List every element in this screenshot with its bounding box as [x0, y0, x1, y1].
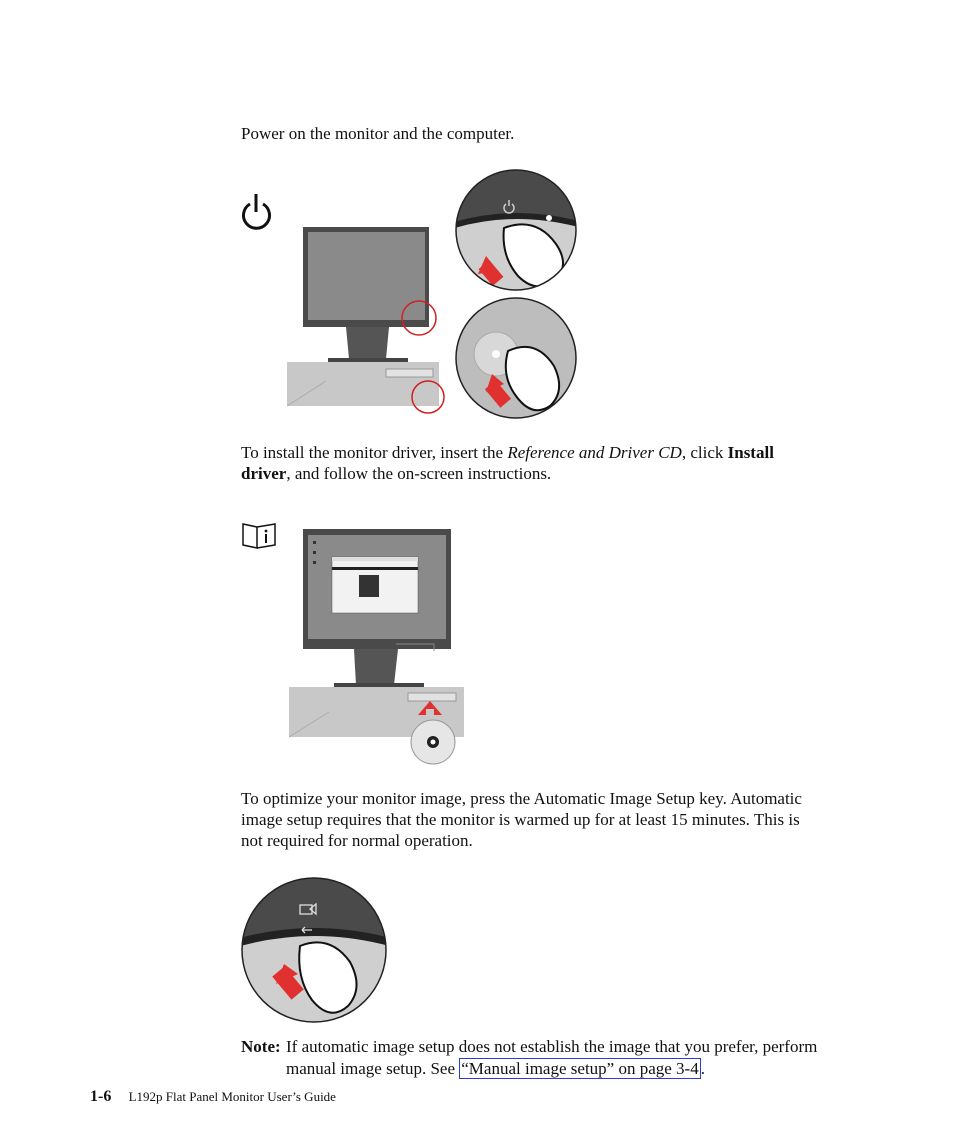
step2-suffix: , and follow the on-screen instructions. — [286, 464, 552, 483]
install-label-1: Install — [727, 443, 774, 462]
step3-line3: not required for normal operation. — [241, 831, 473, 850]
manual-image-setup-link[interactable]: “Manual image setup” on page 3-4 — [461, 1059, 699, 1078]
footer — [90, 1088, 336, 1106]
step2-text — [241, 442, 841, 484]
step2-mid: , click — [681, 443, 728, 462]
note-label: Note: — [241, 1037, 281, 1056]
step3-line1: To optimize your monitor image, press the Automatic Image Setup key. Automatic — [241, 789, 802, 808]
auto-setup-key-illustration — [240, 876, 390, 1026]
note-line2-prefix: manual image setup. See — [286, 1059, 460, 1078]
install-label-2: driver — [241, 464, 287, 483]
note-body — [286, 1036, 886, 1080]
info-book-icon — [241, 522, 277, 550]
step1-text: Power on the monitor and the computer. — [241, 124, 515, 143]
cd-name: Reference and Driver CD — [507, 443, 682, 462]
power-icon — [244, 194, 270, 228]
note-line1: If automatic image setup does not establish the image that you prefer, perform — [286, 1037, 818, 1056]
guide-title: L192p Flat Panel Monitor User’s Guide — [128, 1089, 336, 1104]
note-line2 — [286, 1058, 886, 1080]
step2-prefix: To install the monitor driver, insert the — [241, 443, 508, 462]
page-number: 1-6 — [90, 1088, 112, 1105]
power-on-illustration — [236, 166, 586, 422]
step3-line2: image setup requires that the monitor is warmed up for at least 15 minutes. This is — [241, 810, 800, 829]
driver-cd-illustration — [284, 527, 469, 767]
note-line2-suffix: . — [700, 1059, 705, 1078]
